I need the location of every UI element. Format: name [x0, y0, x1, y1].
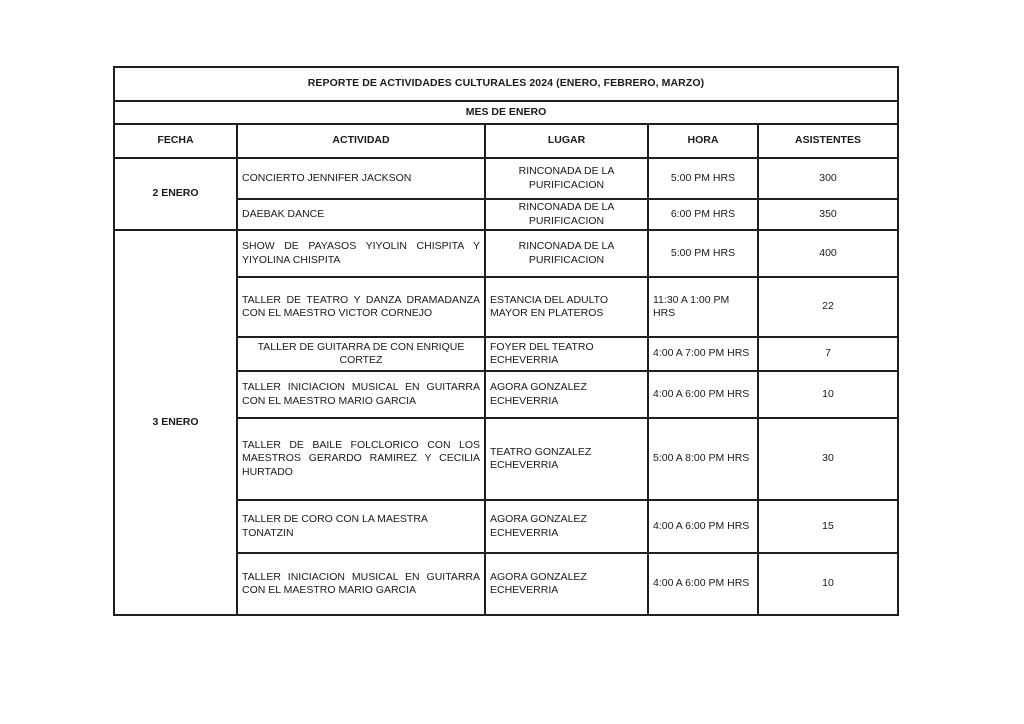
cell-fecha: 3 ENERO: [114, 230, 237, 615]
table-row: [114, 230, 898, 277]
cell-asistentes: 10: [758, 553, 898, 615]
cell-lugar: AGORA GONZALEZ ECHEVERRIA: [485, 500, 648, 553]
column-header-row: [114, 124, 898, 158]
cell-hora: 5:00 PM HRS: [648, 158, 758, 199]
cell-hora: 5:00 PM HRS: [648, 230, 758, 277]
title-row: [114, 67, 898, 101]
cell-hora: 6:00 PM HRS: [648, 199, 758, 230]
column-header-fecha: FECHA: [114, 124, 237, 158]
column-header-hora: HORA: [648, 124, 758, 158]
cell-actividad: CONCIERTO JENNIFER JACKSON: [237, 158, 485, 199]
cell-actividad: TALLER INICIACION MUSICAL EN GUITARRA CON EL MAESTRO MARIO GARCIA: [237, 553, 485, 615]
cell-asistentes: 300: [758, 158, 898, 199]
cell-hora: 4:00 A 7:00 PM HRS: [648, 337, 758, 371]
cell-actividad: TALLER DE CORO CON LA MAESTRA TONATZIN: [237, 500, 485, 553]
cell-hora: 11:30 A 1:00 PM HRS: [648, 277, 758, 337]
cell-asistentes: 350: [758, 199, 898, 230]
table-row: [114, 158, 898, 199]
cell-hora: 4:00 A 6:00 PM HRS: [648, 371, 758, 418]
column-header-lugar: LUGAR: [485, 124, 648, 158]
cell-actividad: TALLER DE GUITARRA DE CON ENRIQUE CORTEZ: [237, 337, 485, 371]
column-header-asistentes: ASISTENTES: [758, 124, 898, 158]
activities-report-table: [113, 66, 899, 616]
cell-lugar: AGORA GONZALEZ ECHEVERRIA: [485, 553, 648, 615]
month-row: [114, 101, 898, 124]
cell-hora: 4:00 A 6:00 PM HRS: [648, 500, 758, 553]
cell-actividad: DAEBAK DANCE: [237, 199, 485, 230]
cell-hora: 5:00 A 8:00 PM HRS: [648, 418, 758, 500]
cell-lugar: TEATRO GONZALEZ ECHEVERRIA: [485, 418, 648, 500]
cell-asistentes: 22: [758, 277, 898, 337]
column-header-actividad: ACTIVIDAD: [237, 124, 485, 158]
cell-lugar: RINCONADA DE LA PURIFICACION: [485, 199, 648, 230]
cell-lugar: ESTANCIA DEL ADULTO MAYOR EN PLATEROS: [485, 277, 648, 337]
cell-fecha: 2 ENERO: [114, 158, 237, 230]
cell-asistentes: 10: [758, 371, 898, 418]
cell-actividad: TALLER DE BAILE FOLCLORICO CON LOS MAESTROS GERARDO RAMIREZ Y CECILIA HURTADO: [237, 418, 485, 500]
cell-lugar: FOYER DEL TEATRO ECHEVERRIA: [485, 337, 648, 371]
cell-actividad: SHOW DE PAYASOS YIYOLIN CHISPITA Y YIYOLINA CHISPITA: [237, 230, 485, 277]
cell-asistentes: 400: [758, 230, 898, 277]
month-header: MES DE ENERO: [114, 101, 898, 124]
cell-asistentes: 7: [758, 337, 898, 371]
cell-hora: 4:00 A 6:00 PM HRS: [648, 553, 758, 615]
cell-lugar: RINCONADA DE LA PURIFICACION: [485, 230, 648, 277]
report-title: REPORTE DE ACTIVIDADES CULTURALES 2024 (ENERO, FEBRERO, MARZO): [114, 67, 898, 101]
cell-actividad: TALLER DE TEATRO Y DANZA DRAMADANZA CON EL MAESTRO VICTOR CORNEJO: [237, 277, 485, 337]
cell-asistentes: 15: [758, 500, 898, 553]
cell-lugar: AGORA GONZALEZ ECHEVERRIA: [485, 371, 648, 418]
cell-asistentes: 30: [758, 418, 898, 500]
cell-actividad: TALLER INICIACION MUSICAL EN GUITARRA CON EL MAESTRO MARIO GARCIA: [237, 371, 485, 418]
cell-lugar: RINCONADA DE LA PURIFICACION: [485, 158, 648, 199]
